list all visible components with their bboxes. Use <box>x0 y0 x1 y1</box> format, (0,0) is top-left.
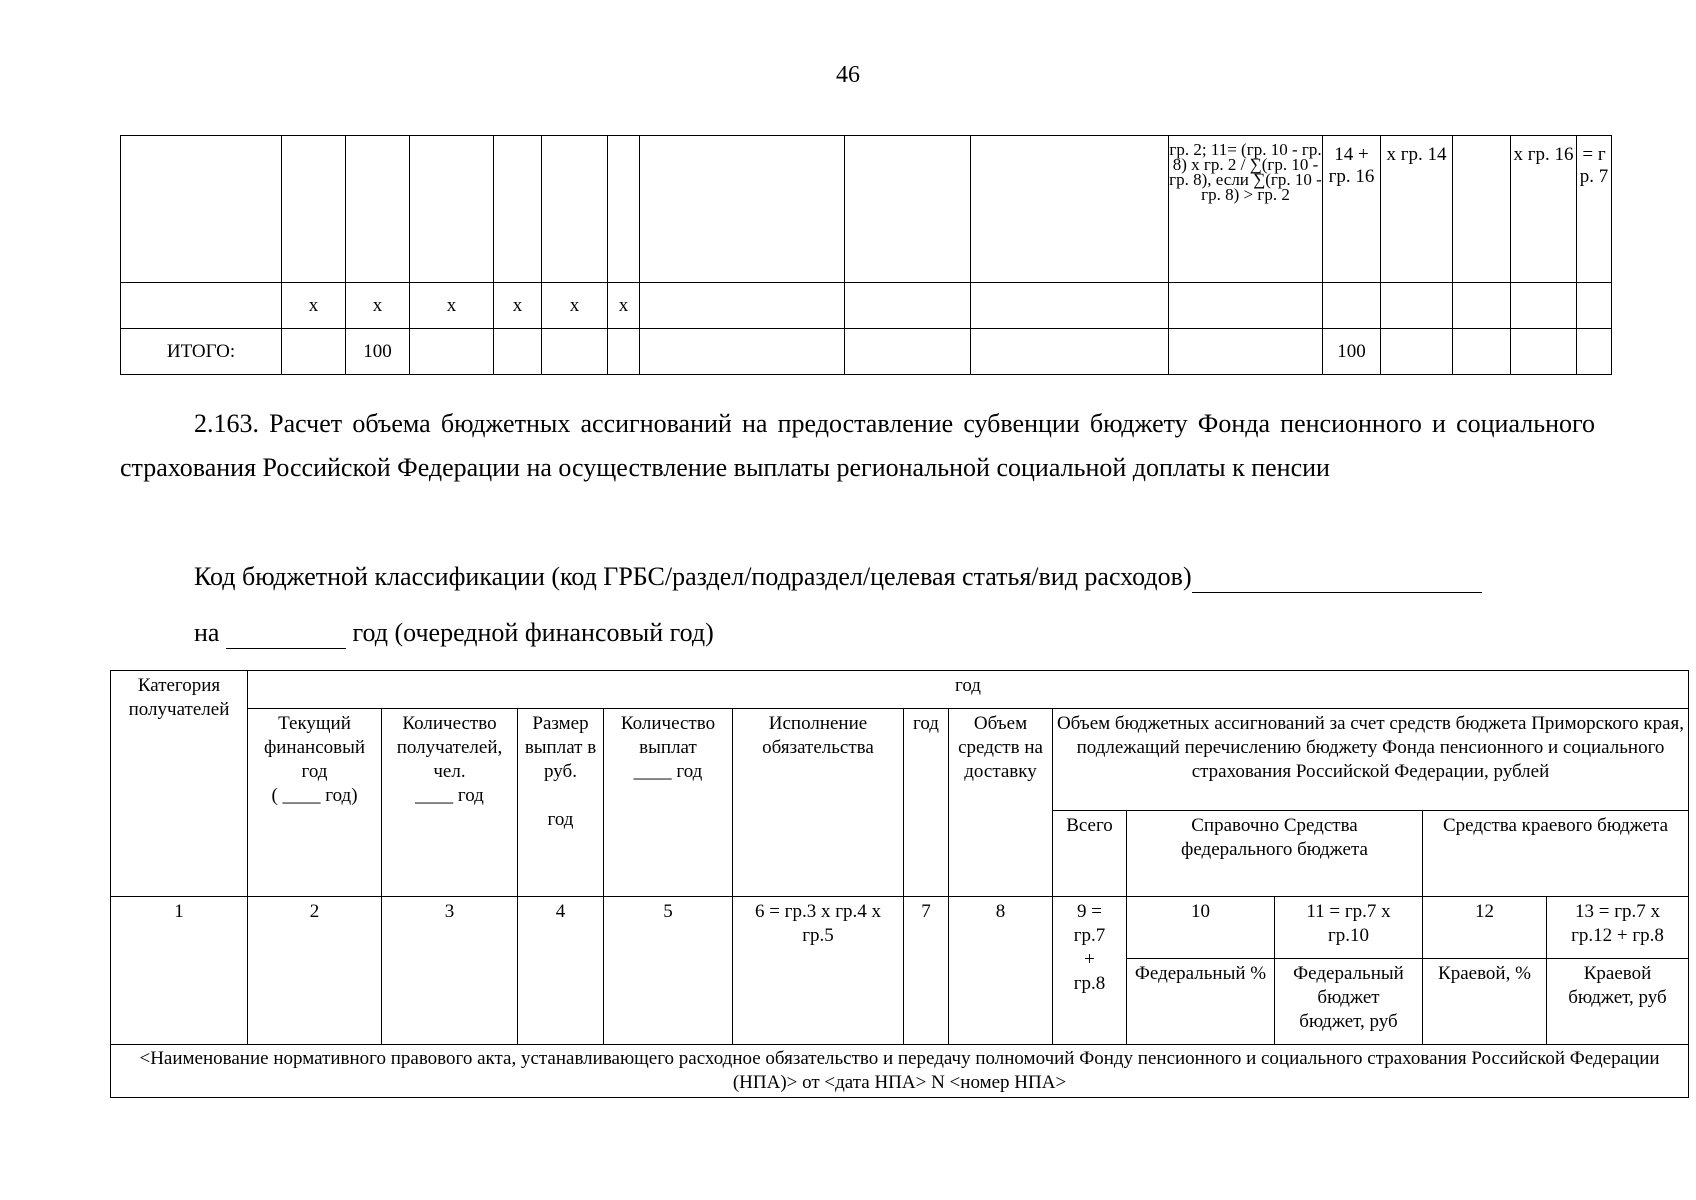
sub-fed-pct: Федеральный % <box>1127 959 1275 1045</box>
year-prefix: на <box>194 618 220 647</box>
x-mark: х <box>608 283 640 329</box>
total-col13: 100 <box>1323 329 1381 375</box>
num-6: 6 = гр.3 х гр.4 х гр.5 <box>733 897 904 1045</box>
num-9: 9 = гр.7 + гр.8 <box>1053 897 1127 1045</box>
total-label: ИТОГО: <box>121 329 282 375</box>
header-volume: Объем бюджетных ассигнований за счет средств бюджета Приморского края, подлежащий перечислению бюджету Фонда пенсионного и социального страхования Российской Федерации, рублей <box>1053 709 1689 811</box>
year-suffix: год (очередной финансовый год) <box>352 618 714 647</box>
sub-fed-rub: Федеральный бюджет бюджет, руб <box>1275 959 1423 1045</box>
total-col3: 100 <box>346 329 410 375</box>
header-recipients: Количество получателей, чел. ____ год <box>382 709 518 897</box>
num-10: 10 <box>1127 897 1275 959</box>
col17-formula: = г р. 7 <box>1577 136 1612 283</box>
header-god: год <box>904 709 949 897</box>
sub-reg-pct: Краевой, % <box>1423 959 1547 1045</box>
kbk-line <box>194 562 1482 593</box>
header-year: год <box>248 671 1689 709</box>
num-7: 7 <box>904 897 949 1045</box>
x-mark: х <box>282 283 346 329</box>
npa-footer: <Наименование нормативного правового акта, устанавливающего расходное обязательство и передачу полномочий Фонду пенсионного и социального страхования Российской Федерации (НПА)> от <дата НПА> N <номер НПА> <box>111 1045 1689 1098</box>
header-current-year: Текущий финансовый год ( ____ год) <box>248 709 382 897</box>
header-regional: Средства краевого бюджета <box>1423 811 1689 897</box>
x-mark: х <box>410 283 494 329</box>
header-total: Всего <box>1053 811 1127 897</box>
sub-reg-rub: Краевой бюджет, руб <box>1547 959 1689 1045</box>
num-11: 11 = гр.7 х гр.10 <box>1275 897 1423 959</box>
col13-formula: 14 + гр. 16 <box>1323 136 1381 283</box>
formula-cell: гр. 2; 11= (гр. 10 - гр. 8) х гр. 2 / ∑(гр. 10 - гр. 8), если ∑(гр. 10 - гр. 8) > гр. 2 <box>1169 136 1323 283</box>
year-line <box>194 618 714 649</box>
num-3: 3 <box>382 897 518 1045</box>
x-mark: х <box>542 283 608 329</box>
header-category: Категория получателей <box>111 671 248 897</box>
num-13: 13 = гр.7 х гр.12 + гр.8 <box>1547 897 1689 959</box>
num-8: 8 <box>949 897 1053 1045</box>
kbk-label: Код бюджетной классификации (код ГРБС/раздел/подраздел/целевая статья/вид расходов) <box>194 562 1192 591</box>
header-execution: Исполнение обязательства <box>733 709 904 897</box>
x-mark: х <box>494 283 542 329</box>
header-payments-count: Количество выплат ____ год <box>604 709 733 897</box>
continuation-table <box>120 135 1612 375</box>
header-payment-size: Размер выплат в руб. год <box>518 709 604 897</box>
col16-formula: х гр. 16 <box>1511 136 1577 283</box>
num-2: 2 <box>248 897 382 1045</box>
header-reference: Справочно Средства федерального бюджета <box>1127 811 1423 897</box>
col14-formula: х гр. 14 <box>1381 136 1453 283</box>
main-table <box>110 670 1689 1098</box>
page-number: 46 <box>836 62 860 88</box>
section-heading: 2.163. Расчет объема бюджетных ассигнований на предоставление субвенции бюджету Фонда пенсионного и социального страхования Российской Федерации на осуществление выплаты региональной социальной доплаты к пенсии <box>120 409 1595 482</box>
year-blank <box>226 618 346 649</box>
num-1: 1 <box>111 897 248 1045</box>
x-mark: х <box>346 283 410 329</box>
num-4: 4 <box>518 897 604 1045</box>
header-delivery: Объем средств на доставку <box>949 709 1053 897</box>
num-12: 12 <box>1423 897 1547 959</box>
kbk-blank <box>1192 562 1482 593</box>
num-5: 5 <box>604 897 733 1045</box>
